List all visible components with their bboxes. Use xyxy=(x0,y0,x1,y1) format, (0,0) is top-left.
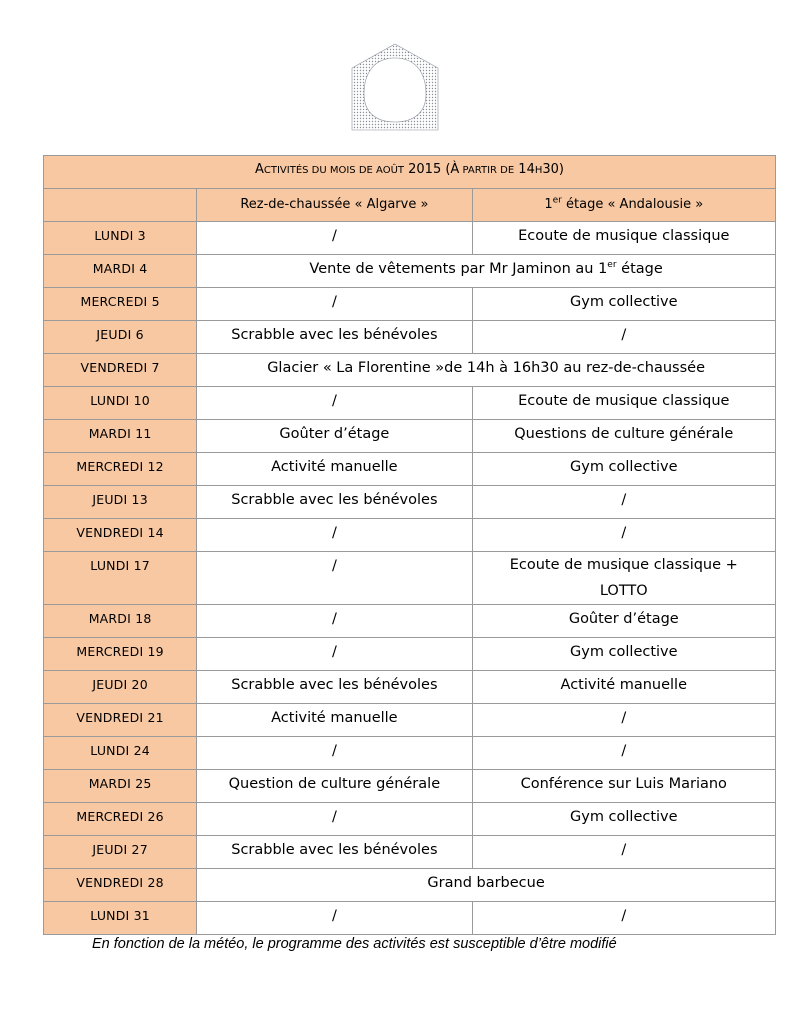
table-row xyxy=(44,321,776,354)
rdc-cell: Activité manuelle xyxy=(197,453,472,486)
rdc-cell: / xyxy=(197,737,472,770)
span-text: Vente de vêtements par Mr Jaminon au 1 xyxy=(309,261,608,277)
day-cell: MARDI 25 xyxy=(44,770,197,803)
span-cell xyxy=(197,255,776,288)
day-cell: MERCREDI 5 xyxy=(44,288,197,321)
etage-cell: / xyxy=(472,836,775,869)
etage-cell: Questions de culture générale xyxy=(472,420,775,453)
rdc-cell: / xyxy=(197,552,472,605)
etage-cell: Gym collective xyxy=(472,453,775,486)
rdc-cell: / xyxy=(197,387,472,420)
table-row xyxy=(44,902,776,935)
header-etage-num: 1 xyxy=(544,197,553,212)
rdc-cell: Goûter d’étage xyxy=(197,420,472,453)
rdc-cell: Activité manuelle xyxy=(197,704,472,737)
table-row xyxy=(44,704,776,737)
etage-line: Ecoute de musique classique + xyxy=(509,557,738,573)
rdc-cell: / xyxy=(197,605,472,638)
etage-cell: Ecoute de musique classique xyxy=(472,387,775,420)
etage-cell: / xyxy=(472,737,775,770)
day-cell: LUNDI 31 xyxy=(44,902,197,935)
day-cell: MARDI 18 xyxy=(44,605,197,638)
title-part: A xyxy=(254,162,264,177)
table-row xyxy=(44,605,776,638)
header-etage xyxy=(472,189,775,222)
table-row xyxy=(44,255,776,288)
span-cell: Grand barbecue xyxy=(197,869,776,902)
etage-line: LOTTO xyxy=(599,583,648,599)
title-part: H xyxy=(534,165,543,176)
rdc-cell: / xyxy=(197,222,472,255)
title-part: À xyxy=(450,162,460,177)
rdc-cell: Question de culture générale xyxy=(197,770,472,803)
etage-cell: Goûter d’étage xyxy=(472,605,775,638)
day-cell: LUNDI 17 xyxy=(44,552,197,605)
day-cell: LUNDI 10 xyxy=(44,387,197,420)
table-row xyxy=(44,486,776,519)
day-cell: MERCREDI 26 xyxy=(44,803,197,836)
span-sup: er xyxy=(607,260,617,271)
etage-cell: Conférence sur Luis Mariano xyxy=(472,770,775,803)
header-etage-label: étage « Andalousie » xyxy=(561,197,704,212)
day-cell: VENDREDI 28 xyxy=(44,869,197,902)
table-row xyxy=(44,770,776,803)
day-cell: JEUDI 20 xyxy=(44,671,197,704)
table-row xyxy=(44,836,776,869)
day-cell: VENDREDI 14 xyxy=(44,519,197,552)
header-empty-cell xyxy=(44,189,197,222)
etage-cell xyxy=(472,552,775,605)
table-row xyxy=(44,671,776,704)
table-row xyxy=(44,638,776,671)
day-cell: LUNDI 24 xyxy=(44,737,197,770)
span-text-end: étage xyxy=(616,261,663,277)
rdc-cell: / xyxy=(197,803,472,836)
etage-cell: / xyxy=(472,704,775,737)
table-row xyxy=(44,354,776,387)
header-rdc: Rez-de-chaussée « Algarve » xyxy=(197,189,472,222)
etage-cell: Ecoute de musique classique xyxy=(472,222,775,255)
etage-cell: / xyxy=(472,902,775,935)
etage-cell: / xyxy=(472,519,775,552)
table-row xyxy=(44,552,776,605)
etage-cell: Gym collective xyxy=(472,803,775,836)
rdc-cell: / xyxy=(197,902,472,935)
table-row xyxy=(44,519,776,552)
day-cell: JEUDI 13 xyxy=(44,486,197,519)
rdc-cell: / xyxy=(197,288,472,321)
etage-cell: / xyxy=(472,321,775,354)
day-cell: LUNDI 3 xyxy=(44,222,197,255)
etage-cell: Activité manuelle xyxy=(472,671,775,704)
day-cell: MARDI 11 xyxy=(44,420,197,453)
column-header-row xyxy=(44,189,776,222)
etage-cell: Gym collective xyxy=(472,288,775,321)
rdc-cell: Scrabble avec les bénévoles xyxy=(197,836,472,869)
day-cell: VENDREDI 21 xyxy=(44,704,197,737)
header-etage-sup: er xyxy=(552,195,562,206)
table-row xyxy=(44,803,776,836)
etage-cell: / xyxy=(472,486,775,519)
rdc-cell: / xyxy=(197,638,472,671)
table-title-row xyxy=(44,156,776,189)
title-part: 30) xyxy=(542,162,565,177)
table-row xyxy=(44,420,776,453)
schedule-table xyxy=(43,155,776,935)
etage-cell: Gym collective xyxy=(472,638,775,671)
table-title xyxy=(44,156,776,189)
day-cell: JEUDI 27 xyxy=(44,836,197,869)
table-row xyxy=(44,453,776,486)
residence-logo-icon xyxy=(350,42,440,132)
table-row xyxy=(44,737,776,770)
table-row xyxy=(44,222,776,255)
day-cell: VENDREDI 7 xyxy=(44,354,197,387)
rdc-cell: Scrabble avec les bénévoles xyxy=(197,486,472,519)
table-row xyxy=(44,387,776,420)
title-part: PARTIR DE xyxy=(459,165,515,176)
title-part: 2015 ( xyxy=(404,162,451,177)
footer-note: En fonction de la météo, le programme des activités est susceptible d’être modifié xyxy=(92,936,617,952)
day-cell: MARDI 4 xyxy=(44,255,197,288)
table-row xyxy=(44,288,776,321)
title-part: CTIVITÉS DU MOIS DE AOÛT xyxy=(263,165,404,176)
rdc-cell: Scrabble avec les bénévoles xyxy=(197,671,472,704)
span-cell: Glacier « La Florentine »de 14h à 16h30 au rez-de-chaussée xyxy=(197,354,776,387)
day-cell: MERCREDI 12 xyxy=(44,453,197,486)
rdc-cell: / xyxy=(197,519,472,552)
day-cell: MERCREDI 19 xyxy=(44,638,197,671)
title-part: 14 xyxy=(514,162,535,177)
day-cell: JEUDI 6 xyxy=(44,321,197,354)
rdc-cell: Scrabble avec les bénévoles xyxy=(197,321,472,354)
table-row xyxy=(44,869,776,902)
